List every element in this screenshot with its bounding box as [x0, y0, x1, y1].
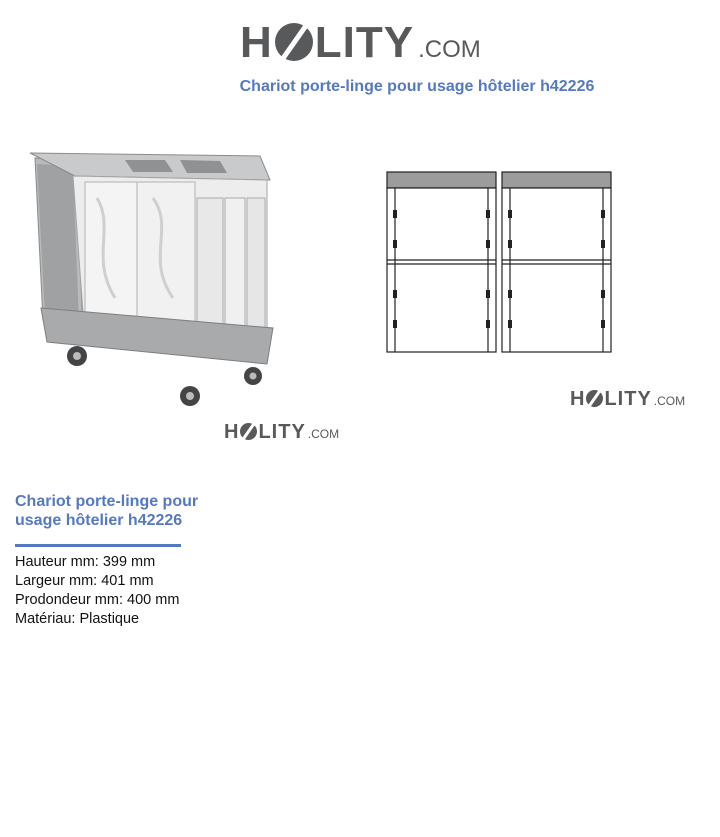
technical-schema — [383, 170, 615, 356]
holity-logo-photo — [224, 421, 339, 443]
product-title: Chariot porte-linge pour usage hôtelier h42226 — [15, 493, 199, 529]
spec-material: Matériau: Plastique — [15, 611, 140, 627]
logo-o-icon — [275, 23, 313, 61]
spec-depth: Prodondeur mm: 400 mm — [15, 592, 180, 608]
logo-o-icon — [240, 423, 257, 440]
logo-tld: .COM — [307, 427, 340, 441]
logo-letters: LITY — [258, 421, 306, 443]
logo-letter-h: H — [240, 18, 273, 67]
product-info — [15, 492, 215, 629]
logo-letters: LITY — [604, 388, 652, 410]
page-title: Chariot porte-linge pour usage hôtelier h42226 — [239, 78, 595, 95]
holity-logo-schema — [570, 388, 685, 410]
product-photo — [5, 128, 355, 450]
logo-tld: .COM — [653, 394, 686, 408]
spec-height: Hauteur mm: 399 mm — [15, 554, 156, 570]
logo-o-icon — [586, 390, 603, 407]
title-underline — [15, 544, 181, 547]
logo-tld: .COM — [418, 36, 481, 63]
logo-letters: LITY — [314, 18, 415, 67]
holity-logo[interactable] — [240, 18, 481, 68]
spec-width: Largeur mm: 401 mm — [15, 573, 154, 589]
logo-letter-h: H — [570, 388, 586, 410]
logo-letter-h: H — [224, 421, 240, 443]
